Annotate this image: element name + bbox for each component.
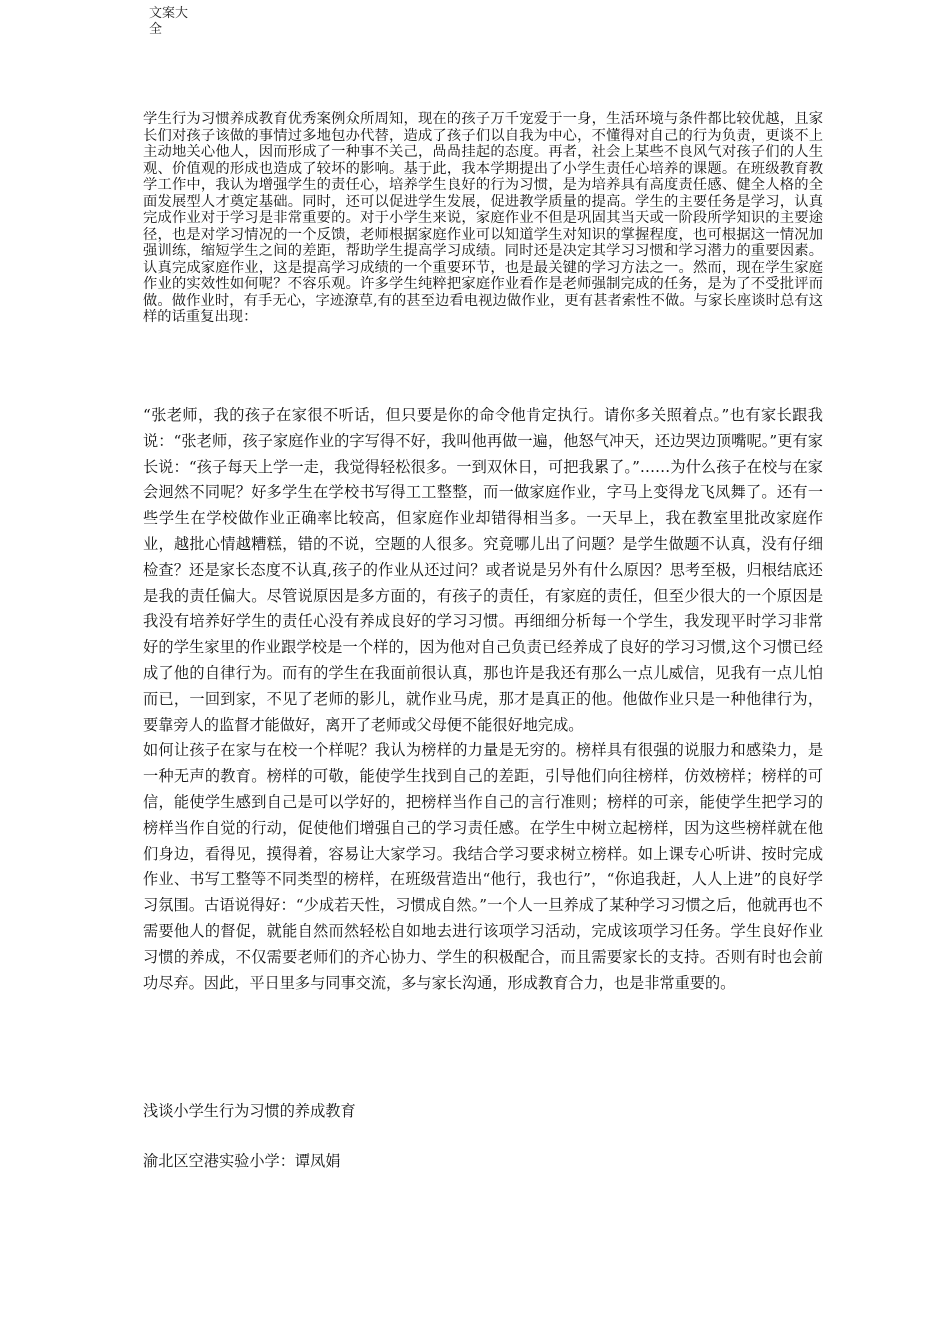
body-paragraph-intro bbox=[143, 111, 823, 326]
header-label: 文案大全 bbox=[149, 6, 189, 37]
author-line: 渝北区空港实验小学：谭凤娟 bbox=[143, 1152, 341, 1170]
paragraph-text: 学生行为习惯养成教育优秀案例众所周知，现在的孩子万千宠爱于一身，生活环境与条件都比较优越，且家长们对孩子该做的事情过多地包办代替，造成了孩子们以自我为中心，不懂得对自己的行为负责，更谈不上主动地关心他人，因而形成了一种事不关己，咼咼挂起的态度。再者，社会上某些不良风气对孩子们的人生观、价值观的形成也造成了较坏的影响。基于此，我本学期提出了小学生责任心培养的课题。在班级教育教学工作中，我认为增强学生的责任心，培养学生良好的行为习惯，是为培养具有高度责任感、健全人格的全面发展型人才奠定基础。同时，还可以促进学生发展，促进教学质量的提高。学生的主要任务是学习，认真完成作业对于学习是非常重要的。对于小学生来说，家庭作业不但是巩固其当天或一阶段所学知识的主要途径，也是对学习情况的一个反馈，老师根据家庭作业可以知道学生对知识的掌握程度，也可根据这一情况加强训练，缩短学生之间的差距，帮助学生提高学习成绩。同时还是决定其学习习惯和学习潜力的重要因素。认真完成家庭作业，这是提高学习成绩的一个重要环节，也是最关键的学习方法之一。然而，现在学生家庭作业的实效性如何呢？不容乐观。许多学生纯粹把家庭作业看作是老师强制完成的任务，是为了不受批评而做。做作业时，有手无心，字迹潦草,有的甚至边看电视边做作业，更有甚者索性不做。与家长座谈时总有这样的话重复出现： bbox=[143, 111, 823, 325]
article-title: 浅谈小学生行为习惯的养成教育 bbox=[143, 1102, 356, 1120]
paragraph-role-models: 如何让孩子在家与在校一个样呢？我认为榜样的力量是无穷的。榜样具有很强的说服力和感染力，是一种无声的教育。榜样的可敬，能使学生找到自己的差距，引导他们向往榜样，仿效榜样；榜样的可信，能使学生感到自己是可以学好的，把榜样当作自己的言行准则；榜样的可亲，能使学生把学习的榜样当作自觉的行动，促使他们增强自己的学习责任感。在学生中树立起榜样，因为这些榜样就在他们身边，看得见，摸得着，容易让大家学习。我结合学习要求树立榜样。如上课专心听讲、按时完成作业、书写工整等不同类型的榜样，在班级营造出“他行，我也行”，“你追我赶，人人上进”的良好学习氛围。古语说得好：“少成若天性，习惯成自然。”一个人一旦养成了某种学习习惯之后，他就再也不需要他人的督促，就能自然而然轻松自如地去进行该项学习活动，完成该项学习任务。学生良好作业习惯的养成，不仅需要老师们的齐心协力、学生的积极配合，而且需要家长的支持。否则有时也会前功尽弃。因此，平日里多与同事交流，多与家长沟通，形成教育合力，也是非常重要的。 bbox=[143, 741, 823, 992]
paragraph-quotes: “张老师，我的孩子在家很不听话，但只要是你的命令他肯定执行。请你多关照着点。”也有家长跟我说：“张老师，孩子家庭作业的字写得不好，我叫他再做一遍，他怒气冲天，还边哭边顶嘴呢。”更有家长说：“孩子每天上学一走，我觉得轻松很多。一到双休日，可把我累了。”……为什么孩子在校与在家会迥然不同呢？好多学生在学校书写得工工整整，而一做家庭作业，字马上变得龙飞凤舞了。还有一些学生在学校做作业正确率比较高，但家庭作业却错得相当多。一天早上，我在教室里批改家庭作业，越批心情越糟糕，错的不说，空题的人很多。究竟哪儿出了问题？是学生做题不认真，没有仔细检查？还是家长态度不认真,孩子的作业从还过问？或者说是另外有什么原因？思考至极，归根结底还是我的责任偏大。尽管说原因是多方面的，有孩子的责任，有家庭的责任，但至少很大的一个原因是我没有培养好学生的责任心没有养成良好的学习习惯。再细细分析每一个学生，我发现平时学习非常好的学生家里的作业跟学校是一个样的，因为他对自己负责已经养成了良好的学习习惯,这个习惯已经成了他的自律行为。而有的学生在我面前很认真，那也许是我还有那么一点儿威信，见我有一点儿怕而已，一回到家，不见了老师的影儿，就作业马虎，那才是真正的他。他做作业只是一种他律行为，要靠旁人的监督才能做好，离开了老师或父母便不能很好地完成。 bbox=[143, 406, 823, 734]
body-paragraphs bbox=[143, 403, 823, 996]
